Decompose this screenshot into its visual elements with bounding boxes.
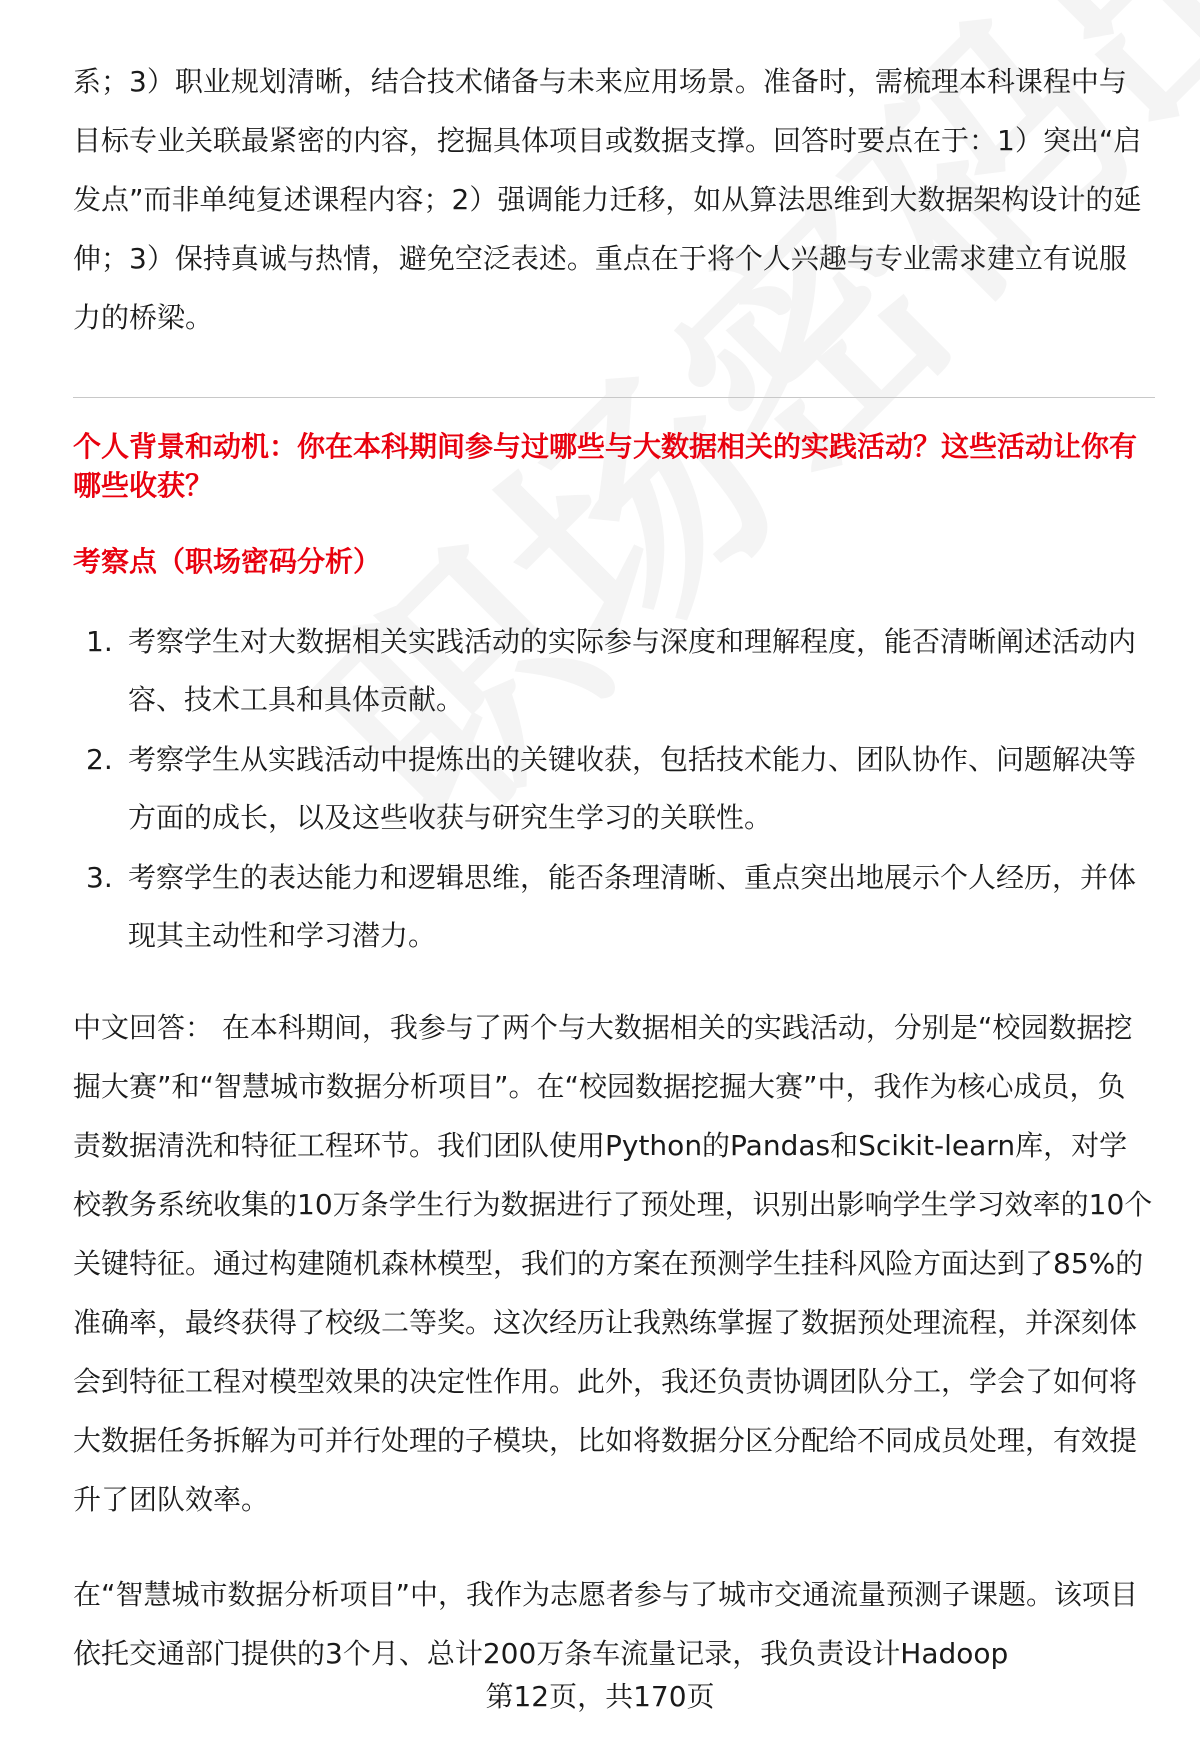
section-divider — [73, 397, 1155, 398]
list-item — [73, 849, 1155, 965]
list-item-number: 1. — [86, 625, 113, 658]
list-item-number: 3. — [86, 861, 113, 894]
intro-paragraph: 系；3）职业规划清晰，结合技术储备与未来应用场景。准备时，需梳理本科课程中与目标专业关联最紧密的内容，挖掘具体项目或数据支撑。回答时要点在于：1）突出“启发点”而非单纯复述课程内容；2）强调能力迁移，如从算法思维到大数据架构设计的延伸；3）保持真诚与热情，避免空泛表述。重点在于将个人兴趣与专业需求建立有说服力的桥梁。 — [73, 65, 1142, 334]
page-number-footer: 第12页，共170页 — [485, 1680, 715, 1713]
list-item-text: 考察学生从实践活动中提炼出的关键收获，包括技术能力、团队协作、问题解决等方面的成长，以及这些收获与研究生学习的关联性。 — [128, 743, 1137, 834]
list-item-text: 考察学生的表达能力和逻辑思维，能否条理清晰、重点突出地展示个人经历，并体现其主动性和学习潜力。 — [128, 861, 1137, 952]
list-item-text: 考察学生对大数据相关实践活动的实际参与深度和理解程度，能否清晰阐述活动内容、技术工具和具体贡献。 — [128, 625, 1137, 716]
answer-paragraph-continued: 在“智慧城市数据分析项目”中，我作为志愿者参与了城市交通流量预测子课题。该项目依托交通部门提供的3个月、总计200万条车流量记录，我负责设计Hadoop — [73, 1578, 1139, 1670]
evaluation-points-list — [73, 613, 1155, 967]
question-heading: 个人背景和动机：你在本科期间参与过哪些与大数据相关的实践活动？这些活动让你有哪些收获？ — [73, 430, 1138, 502]
list-item-number: 2. — [86, 743, 113, 776]
list-item — [73, 613, 1155, 729]
answer-paragraph: 中文回答： 在本科期间，我参与了两个与大数据相关的实践活动，分别是“校园数据挖掘大赛”和“智慧城市数据分析项目”。在“校园数据挖掘大赛”中，我作为核心成员，负责数据清洗和特征工程环节。我们团队使用Python的Pandas和Scikit-learn库，对学校教务系统收集的10万条学生行为数据进行了预处理，识别出影响学生学习效率的10个关键特征。通过构建随机森林模型，我们的方案在预测学生挂科风险方面达到了85%的准确率，最终获得了校级二等奖。这次经历让我熟练掌握了数据预处理流程，并深刻体会到特征工程对模型效果的决定性作用。此外，我还负责协调团队分工，学会了如何将大数据任务拆解为可并行处理的子模块，比如将数据分区分配给不同成员处理，有效提升了团队效率。 — [73, 1011, 1153, 1516]
section-title: 考察点（职场密码分析） — [73, 545, 382, 578]
list-item — [73, 731, 1155, 847]
